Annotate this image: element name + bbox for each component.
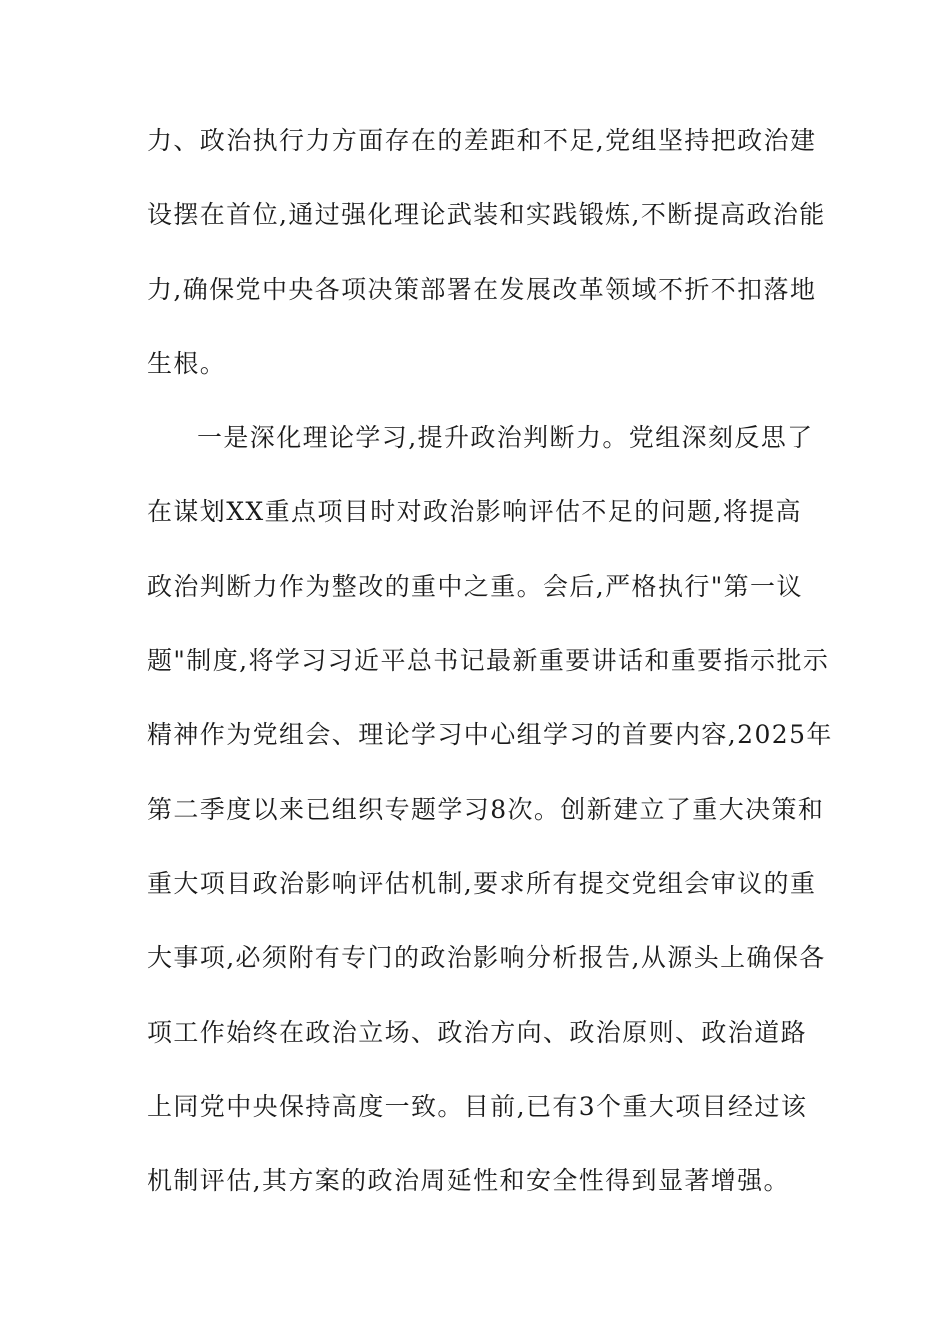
text-line: 第二季度以来已组织专题学习8次。创新建立了重大决策和 <box>147 794 825 824</box>
text-line: 力,确保党中央各项决策部署在发展改革领域不折不扣落地 <box>147 274 817 304</box>
text-line: 重大项目政治影响评估机制,要求所有提交党组会审议的重 <box>147 868 817 898</box>
text-line: 生根。 <box>147 348 227 378</box>
text-line: 机制评估,其方案的政治周延性和安全性得到显著增强。 <box>147 1166 790 1196</box>
text-line: 题"制度,将学习习近平总书记最新重要讲话和重要指示批示 <box>147 646 830 676</box>
text-line: 上同党中央保持高度一致。目前,已有3个重大项目经过该 <box>147 1091 808 1121</box>
text-line: 项工作始终在政治立场、政治方向、政治原则、政治道路 <box>147 1017 808 1047</box>
text-line: 在谋划XX重点项目时对政治影响评估不足的问题,将提高 <box>147 497 802 527</box>
text-line: 设摆在首位,通过强化理论武装和实践锻炼,不断提高政治能 <box>147 200 826 230</box>
document-body <box>147 116 833 1230</box>
paragraph-first-line: 一是深化理论学习,提升政治判断力。党组深刻反思了 <box>197 423 814 453</box>
text-line: 大事项,必须附有专门的政治影响分析报告,从源头上确保各 <box>147 943 826 973</box>
text-line: 政治判断力作为整改的重中之重。会后,严格执行"第一议 <box>147 571 803 601</box>
text-line: 精神作为党组会、理论学习中心组学习的首要内容,2025年 <box>147 720 833 750</box>
text-line: 力、政治执行力方面存在的差距和不足,党组坚持把政治建 <box>147 126 817 155</box>
